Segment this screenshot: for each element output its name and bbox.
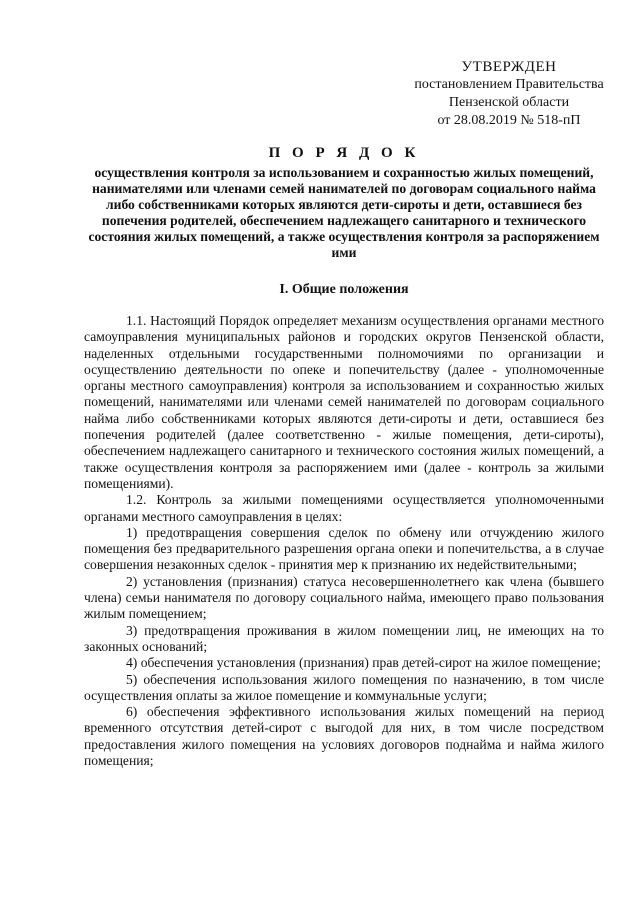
list-item-6: 6) обеспечения эффективного использования жилых помещений на период временного отсутствия детей-сирот с выгодой для них, в том числе посредством предоставления жилого помещения на условиях договоров поднайма и найма жилого помещения; [84,704,604,769]
list-item-5: 5) обеспечения использования жилого помещения по назначению, в том числе осуществления оплаты за жилое помещение и коммунальные услуги; [84,671,604,703]
approval-line-2: Пензенской области [448,95,570,110]
section-heading: I. Общие положения [279,282,409,297]
paragraph-1-1: 1.1. Настоящий Порядок определяет механизм осуществления органами местного самоуправления муниципальных районов и городских округов Пензенской области, наделенных отдельными государственными полномочиями по организации и осуществлению деятельности по опеке и попечительству (далее - уполномоченные органы местного самоуправления) контроля за использованием и сохранностью жилых помещений, нанимателями или членами семей нанимателей по договорам социального найма либо собственниками которых являются дети-сироты и дети, оставшиеся без попечения родителей (далее соответственно - жилые помещения, дети-сироты), обеспечением надлежащего санитарного и технического состояния жилых помещений, а также осуществления контроля за распоряжением ими (далее - контроль за жилыми помещениями). [84,313,604,491]
approval-block [389,58,629,130]
paragraph-1-2: 1.2. Контроль за жилыми помещениями осуществляется уполномоченными органами местного самоуправления в целях: [84,492,604,524]
list-item-1: 1) предотвращения совершения сделок по обмену или отчуждению жилого помещения без предварительного разрешения органа опеки и попечительства, а в случае совершения незаконных сделок - принятия мер к признанию их недействительными; [84,524,604,573]
list-item-3: 3) предотвращения проживания в жилом помещении лиц, не имеющих на то законных оснований; [84,622,604,654]
approval-stamp-title: УТВЕРЖДЕН [461,59,557,75]
document-title: П О Р Я Д О К [268,145,420,161]
list-item-4: 4) обеспечения установления (признания) прав детей-сирот на жилое помещение; [126,655,601,671]
approval-line-3: от 28.08.2019 № 518-пП [437,113,581,128]
list-item-2: 2) установления (признания) статуса несовершеннолетнего как члена (бывшего члена) семьи нанимателя по договору социального найма, имеющего право пользования жилым помещением; [84,573,604,622]
approval-line-1: постановлением Правительства [414,77,604,92]
document-subtitle: осуществления контроля за использованием и сохранностью жилых помещений, нанимателями или членами семей нанимателей по договорам социального найма либо собственниками которых являются дети-сироты и дети, оставшиеся без попечения родителей, обеспечением надлежащего санитарного и технического состояния жилых помещений, а также осуществления контроля за распоряжением ими [88,165,600,260]
